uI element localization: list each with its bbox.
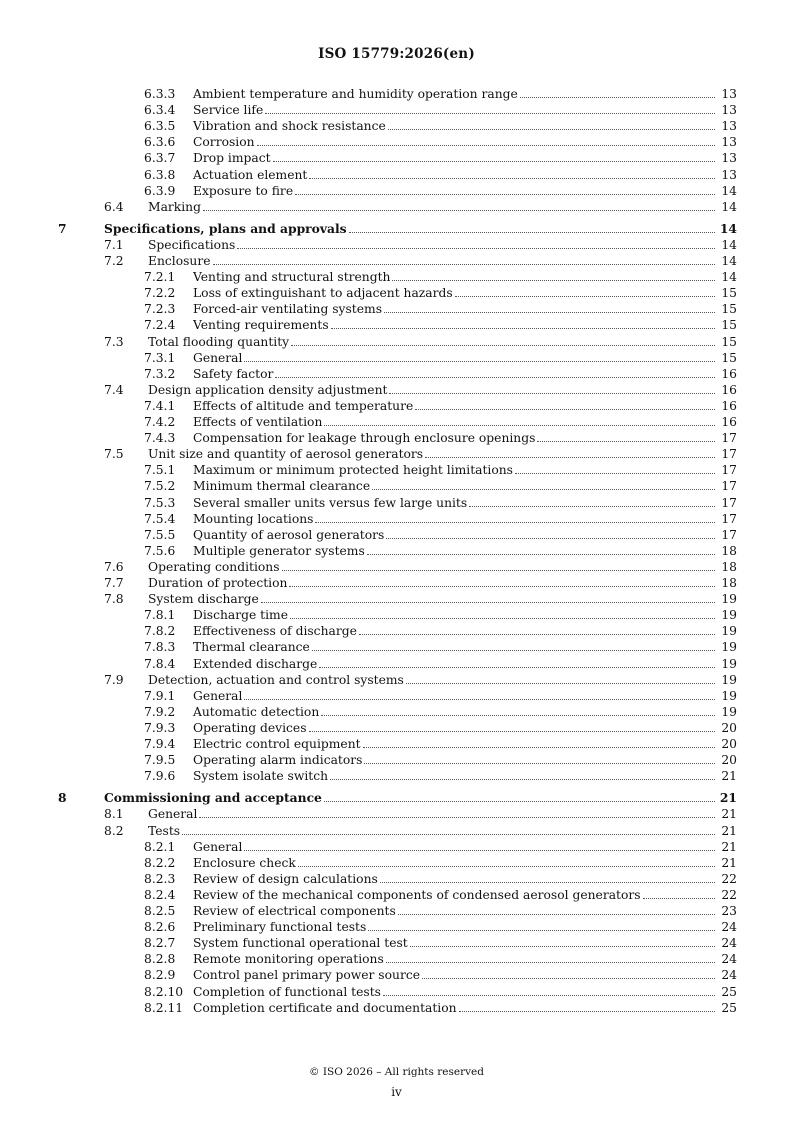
toc-entry-number: 8.2.5: [144, 904, 176, 918]
toc-entry-number: 7.8.2: [144, 624, 176, 639]
dot-leader: [364, 763, 715, 764]
toc-entry-title: Completion certificate and documentation: [193, 1000, 457, 1015]
toc-entry-number: 6.3.6: [144, 135, 176, 150]
toc-entry-page: 24: [721, 936, 737, 951]
dot-leader: [324, 801, 715, 802]
toc-entry-title: System isolate switch: [193, 769, 329, 784]
toc-entry[interactable]: [0, 871, 793, 887]
toc-entry-title: System functional operational test: [193, 936, 408, 951]
toc-entry-title: Safety factor: [193, 366, 274, 381]
toc-entry[interactable]: [0, 639, 793, 655]
toc-entry-page: 21: [721, 839, 737, 854]
toc-entry-title: Thermal clearance: [193, 640, 310, 655]
toc-entry-number: 7.2.2: [144, 286, 176, 301]
dot-leader: [244, 850, 715, 851]
toc-entry[interactable]: [0, 334, 793, 350]
toc-entry-title: Loss of extinguishant to adjacent hazards: [193, 286, 453, 301]
toc-entry-page: 17: [721, 447, 737, 462]
toc-entry-page: 14: [721, 254, 737, 268]
dot-leader: [415, 409, 715, 410]
toc-entry[interactable]: [0, 575, 793, 591]
toc-entry-page: 19: [721, 656, 737, 671]
toc-entry-title: Electric control equipment: [193, 737, 361, 751]
toc-entry-page: 17: [721, 463, 737, 478]
toc-entry-number: 8.2.7: [144, 936, 176, 951]
dot-leader: [367, 554, 715, 555]
toc-entry[interactable]: [0, 768, 793, 784]
toc-entry-number: 7.5.1: [144, 463, 176, 478]
toc-entry-number: 7.2.3: [144, 302, 176, 317]
dot-leader: [282, 570, 715, 571]
toc-entry-page: 16: [721, 382, 737, 397]
toc-entry-number: 8.2.9: [144, 968, 176, 983]
toc-entry-title: Ambient temperature and humidity operation range: [193, 87, 518, 101]
toc-entry-title: General: [148, 807, 198, 822]
dot-leader: [459, 1011, 715, 1012]
toc-entry[interactable]: [0, 527, 793, 543]
toc-entry-number: 7.5.3: [144, 495, 176, 510]
toc-entry-title: Marking: [148, 199, 201, 214]
dot-leader: [324, 425, 715, 426]
toc-entry-title: Drop impact: [193, 151, 271, 166]
toc-entry[interactable]: [0, 118, 793, 134]
toc-entry-title: Specifications, plans and approvals: [104, 220, 347, 236]
toc-entry-page: 14: [721, 237, 737, 252]
toc-entry-page: 15: [721, 286, 737, 301]
toc-entry-number: 6.4: [104, 199, 124, 214]
toc-entry-number: 7.3: [104, 334, 124, 349]
toc-entry-title: Enclosure: [148, 254, 211, 268]
toc-entry-title: Actuation element: [193, 167, 308, 182]
toc-entry[interactable]: [0, 790, 793, 806]
toc-entry-number: 7.9.3: [144, 720, 176, 735]
toc-entry-number: 6.3.7: [144, 151, 176, 166]
toc-entry-title: Exposure to fire: [193, 183, 294, 198]
toc-entry-title: Review of electrical components: [193, 904, 396, 918]
toc-entry-page: 20: [721, 737, 737, 751]
toc-entry[interactable]: [0, 984, 793, 1000]
toc-entry[interactable]: [0, 269, 793, 285]
dot-leader: [383, 995, 715, 996]
toc-entry-page: 16: [721, 415, 737, 429]
toc-entry-number: 7.5.4: [144, 511, 176, 526]
dot-leader: [309, 731, 715, 732]
toc-entry-title: General: [193, 350, 243, 365]
toc-entry[interactable]: [0, 167, 793, 183]
dot-leader: [244, 699, 715, 700]
toc-entry-number: 7.4.3: [144, 431, 176, 446]
toc-entry[interactable]: [0, 704, 793, 720]
toc-entry-title: Remote monitoring operations: [193, 952, 384, 967]
dot-leader: [321, 715, 715, 716]
toc-entry-page: 24: [721, 952, 737, 967]
toc-entry-number: 7.9.6: [144, 769, 176, 784]
toc-entry-number: 7.2.1: [144, 270, 176, 285]
toc-entry[interactable]: [0, 823, 793, 839]
toc-entry-number: 7.5.5: [144, 527, 176, 542]
dot-leader: [384, 312, 715, 313]
toc-entry-title: Detection, actuation and control systems: [148, 672, 404, 687]
toc-entry-title: Duration of protection: [148, 576, 288, 590]
toc-entry-title: Extended discharge: [193, 656, 318, 671]
dot-leader: [290, 618, 715, 619]
toc-entry[interactable]: [0, 495, 793, 511]
dot-leader: [275, 377, 715, 378]
dot-leader: [537, 441, 715, 442]
toc-entry[interactable]: [0, 86, 793, 102]
toc-entry-page: 23: [721, 904, 737, 918]
toc-entry-page: 17: [721, 431, 737, 446]
toc-entry-page: 19: [721, 624, 737, 639]
toc-entry[interactable]: [0, 414, 793, 430]
toc-entry[interactable]: [0, 102, 793, 118]
dot-leader: [643, 898, 715, 899]
toc-entry[interactable]: [0, 736, 793, 752]
dot-leader: [331, 328, 715, 329]
dot-leader: [368, 930, 715, 931]
toc-entry-number: 7.1: [104, 237, 124, 252]
dot-leader: [265, 113, 715, 114]
dot-leader: [422, 978, 715, 979]
toc-entry-page: 15: [721, 334, 737, 349]
toc-entry-number: 6.3.8: [144, 167, 176, 182]
toc-entry-page: 18: [721, 576, 737, 590]
toc-entry-number: 7.4.2: [144, 415, 176, 429]
toc-entry[interactable]: [0, 887, 793, 903]
dot-leader: [213, 264, 715, 265]
toc-entry-page: 17: [721, 495, 737, 510]
toc-entry-page: 19: [721, 688, 737, 703]
toc-entry[interactable]: [0, 656, 793, 672]
toc-entry-title: Maximum or minimum protected height limitations: [193, 463, 513, 478]
toc-entry-title: Commissioning and acceptance: [104, 790, 322, 806]
dot-leader: [389, 393, 715, 394]
toc-entry-page: 20: [721, 720, 737, 735]
dot-leader: [312, 650, 715, 651]
toc-entry-page: 13: [721, 119, 737, 134]
toc-entry[interactable]: [0, 752, 793, 768]
toc-entry-title: Effectiveness of discharge: [193, 624, 357, 639]
toc-entry-title: Operating conditions: [148, 559, 280, 574]
toc-entry[interactable]: [0, 350, 793, 366]
toc-entry-page: 15: [721, 350, 737, 365]
toc-entry-number: 7.2: [104, 254, 124, 268]
toc-entry-number: 8.2.2: [144, 855, 176, 870]
toc-entry-page: 14: [721, 270, 737, 285]
toc-entry[interactable]: [0, 317, 793, 333]
toc-entry-title: Automatic detection: [193, 704, 320, 719]
toc-entry[interactable]: [0, 559, 793, 575]
toc-entry[interactable]: [0, 150, 793, 166]
toc-entry-title: Preliminary functional tests: [193, 920, 367, 935]
toc-entry-page: 17: [721, 479, 737, 494]
toc-entry[interactable]: [0, 543, 793, 559]
dot-leader: [330, 779, 715, 780]
toc-entry[interactable]: [0, 382, 793, 398]
toc-entry-number: 7.4: [104, 382, 124, 397]
toc-entry-title: Specifications: [148, 237, 236, 252]
toc-entry-title: Control panel primary power source: [193, 968, 420, 983]
toc-entry-page: 19: [721, 640, 737, 655]
toc-entry-title: Operating devices: [193, 720, 307, 735]
toc-entry-page: 21: [721, 807, 737, 822]
toc-entry[interactable]: [0, 301, 793, 317]
toc-entry-title: Multiple generator systems: [193, 543, 365, 558]
toc-entry-number: 8.2.8: [144, 952, 176, 967]
toc-entry[interactable]: [0, 430, 793, 446]
toc-entry-number: 6.3.3: [144, 87, 176, 101]
toc-entry-page: 13: [721, 135, 737, 150]
toc-entry-page: 24: [721, 920, 737, 935]
toc-entry[interactable]: [0, 511, 793, 527]
toc-entry-page: 21: [721, 855, 737, 870]
copyright-notice: © ISO 2026 – All rights reserved: [309, 1066, 484, 1078]
toc-entry-page: 15: [721, 318, 737, 333]
dot-leader: [295, 194, 715, 195]
toc-entry-title: Tests: [148, 823, 181, 838]
toc-entry-number: 6.3.9: [144, 183, 176, 198]
toc-entry-page: 14: [719, 220, 737, 236]
document-header: ISO 15779:2026(en): [318, 46, 475, 62]
toc-entry-page: 19: [721, 592, 737, 607]
toc-entry-page: 19: [721, 704, 737, 719]
dot-leader: [388, 129, 715, 130]
toc-entry-page: 15: [721, 302, 737, 317]
dot-leader: [257, 145, 715, 146]
toc-entry-number: 7.5: [104, 447, 124, 462]
dot-leader: [520, 97, 715, 98]
toc-entry-page: 25: [721, 1000, 737, 1015]
toc-entry-title: Total flooding quantity: [148, 334, 290, 349]
toc-entry[interactable]: [0, 1000, 793, 1016]
dot-leader: [392, 280, 715, 281]
toc-entry-title: Completion of functional tests: [193, 984, 381, 999]
toc-entry-number: 8.1: [104, 807, 124, 822]
toc-entry-title: Venting requirements: [193, 318, 329, 333]
toc-entry-title: Unit size and quantity of aerosol generators: [148, 447, 424, 462]
toc-entry-number: 7.8.3: [144, 640, 176, 655]
toc-entry-title: Compensation for leakage through enclosure openings: [193, 431, 536, 446]
toc-entry-title: Review of design calculations: [193, 871, 378, 886]
toc-entry[interactable]: [0, 446, 793, 462]
toc-entry-title: Mounting locations: [193, 511, 314, 526]
toc-entry[interactable]: [0, 967, 793, 983]
toc-entry-number: 7.9: [104, 672, 124, 687]
toc-entry-title: Vibration and shock resistance: [193, 119, 386, 134]
toc-entry[interactable]: [0, 183, 793, 199]
toc-entry[interactable]: [0, 672, 793, 688]
toc-entry[interactable]: [0, 688, 793, 704]
toc-entry-page: 25: [721, 984, 737, 999]
dot-leader: [319, 667, 715, 668]
toc-entry-number: 7.7: [104, 576, 124, 590]
toc-entry-number: 7.2.4: [144, 318, 176, 333]
dot-leader: [515, 473, 715, 474]
dot-leader: [182, 834, 715, 835]
toc-entry-number: 7.3.1: [144, 350, 176, 365]
toc-entry-title: Effects of altitude and temperature: [193, 398, 414, 413]
toc-entry-page: 22: [721, 887, 737, 902]
toc-entry-title: Enclosure check: [193, 855, 296, 870]
toc-entry-number: 8.2.1: [144, 839, 176, 854]
toc-entry-title: Discharge time: [193, 608, 288, 623]
toc-entry-number: 8: [58, 790, 67, 806]
toc-entry-title: Minimum thermal clearance: [193, 479, 371, 494]
dot-leader: [363, 747, 715, 748]
toc-entry-page: 17: [721, 511, 737, 526]
toc-entry-page: 20: [721, 753, 737, 768]
toc-entry-number: 7.4.1: [144, 398, 176, 413]
toc-entry-title: General: [193, 839, 243, 854]
toc-entry[interactable]: [0, 237, 793, 253]
toc-entry[interactable]: [0, 855, 793, 871]
toc-entry-number: 6.3.4: [144, 103, 176, 118]
dot-leader: [410, 946, 715, 947]
dot-leader: [398, 914, 715, 915]
dot-leader: [237, 248, 715, 249]
dot-leader: [349, 232, 715, 233]
toc-entry[interactable]: [0, 366, 793, 382]
toc-entry-title: Quantity of aerosol generators: [193, 527, 385, 542]
toc-entry-title: Venting and structural strength: [193, 270, 391, 285]
toc-entry[interactable]: [0, 253, 793, 269]
toc-entry-number: 7.9.1: [144, 688, 176, 703]
toc-entry-page: 18: [721, 543, 737, 558]
toc-entry[interactable]: [0, 951, 793, 967]
toc-entry-page: 19: [721, 672, 737, 687]
toc-entry-number: 7.8.1: [144, 608, 176, 623]
dot-leader: [386, 962, 715, 963]
toc-entry[interactable]: [0, 285, 793, 301]
dot-leader: [309, 178, 715, 179]
dot-leader: [406, 683, 715, 684]
dot-leader: [372, 489, 715, 490]
toc-entry-page: 21: [721, 823, 737, 838]
toc-entry[interactable]: [0, 607, 793, 623]
dot-leader: [289, 586, 715, 587]
toc-entry[interactable]: [0, 462, 793, 478]
toc-entry-title: General: [193, 688, 243, 703]
toc-entry[interactable]: [0, 398, 793, 414]
dot-leader: [315, 522, 715, 523]
dot-leader: [425, 457, 715, 458]
toc-entry-page: 13: [721, 151, 737, 166]
toc-entry-title: Review of the mechanical components of condensed aerosol generators: [193, 887, 641, 902]
dot-leader: [455, 296, 715, 297]
toc-entry[interactable]: [0, 591, 793, 607]
toc-entry[interactable]: [0, 623, 793, 639]
toc-entry-page: 17: [721, 527, 737, 542]
toc-entry-title: Forced-air ventilating systems: [193, 302, 382, 317]
toc-entry-number: 8.2.4: [144, 887, 176, 902]
dot-leader: [380, 882, 715, 883]
toc-entry-page: 13: [721, 167, 737, 182]
dot-leader: [469, 506, 715, 507]
toc-entry-number: 7.8: [104, 592, 124, 607]
toc-entry-page: 16: [721, 366, 737, 381]
toc-entry-number: 7.9.4: [144, 737, 176, 751]
toc-entry-number: 7.3.2: [144, 366, 176, 381]
toc-entry-page: 14: [721, 199, 737, 214]
toc-entry-number: 7.5.2: [144, 479, 176, 494]
dot-leader: [291, 345, 715, 346]
dot-leader: [261, 602, 715, 603]
toc-entry-title: Design application density adjustment: [148, 382, 388, 397]
toc-entry-page: 21: [721, 769, 737, 784]
toc-entry-title: Service life: [193, 103, 264, 118]
toc-entry[interactable]: [0, 199, 793, 215]
toc-entry-page: 14: [721, 183, 737, 198]
page-number: iv: [391, 1085, 402, 1099]
toc-entry-number: 7.9.2: [144, 704, 176, 719]
dot-leader: [298, 866, 715, 867]
dot-leader: [244, 361, 715, 362]
toc-entry-page: 18: [721, 559, 737, 574]
toc-entry[interactable]: [0, 919, 793, 935]
toc-entry-number: 7: [58, 220, 67, 236]
toc-entry-number: 7.6: [104, 559, 124, 574]
toc-entry[interactable]: [0, 221, 793, 237]
toc-entry[interactable]: [0, 134, 793, 150]
toc-entry-title: Effects of ventilation: [193, 415, 323, 429]
toc-entry-page: 21: [719, 790, 737, 806]
toc-entry-number: 8.2: [104, 823, 124, 838]
toc-entry-page: 19: [721, 608, 737, 623]
toc-entry[interactable]: [0, 806, 793, 822]
toc-entry-number: 7.5.6: [144, 543, 176, 558]
toc-entry-title: System discharge: [148, 592, 259, 607]
toc-entry-page: 16: [721, 398, 737, 413]
toc-entry[interactable]: [0, 839, 793, 855]
dot-leader: [203, 210, 715, 211]
toc-entry-number: 7.9.5: [144, 753, 176, 768]
toc-entry-page: 13: [721, 87, 737, 101]
toc-entry-page: 22: [721, 871, 737, 886]
toc-entry-number: 8.2.3: [144, 871, 176, 886]
toc-entry-page: 24: [721, 968, 737, 983]
toc-entry-number: 7.8.4: [144, 656, 176, 671]
toc-entry-page: 13: [721, 103, 737, 118]
toc-entry[interactable]: [0, 478, 793, 494]
toc-entry-number: 8.2.11: [144, 1000, 184, 1015]
toc-entry-number: 8.2.6: [144, 920, 176, 935]
toc-entry-title: Operating alarm indicators: [193, 753, 363, 768]
toc-entry-title: Corrosion: [193, 135, 255, 150]
toc-entry-number: 8.2.10: [144, 984, 184, 999]
toc-entry[interactable]: [0, 935, 793, 951]
dot-leader: [199, 817, 715, 818]
toc-entry[interactable]: [0, 720, 793, 736]
toc-entry-title: Several smaller units versus few large units: [193, 495, 468, 510]
dot-leader: [386, 538, 715, 539]
dot-leader: [273, 161, 715, 162]
dot-leader: [359, 634, 715, 635]
toc-entry[interactable]: [0, 903, 793, 919]
toc-entry-number: 6.3.5: [144, 119, 176, 134]
